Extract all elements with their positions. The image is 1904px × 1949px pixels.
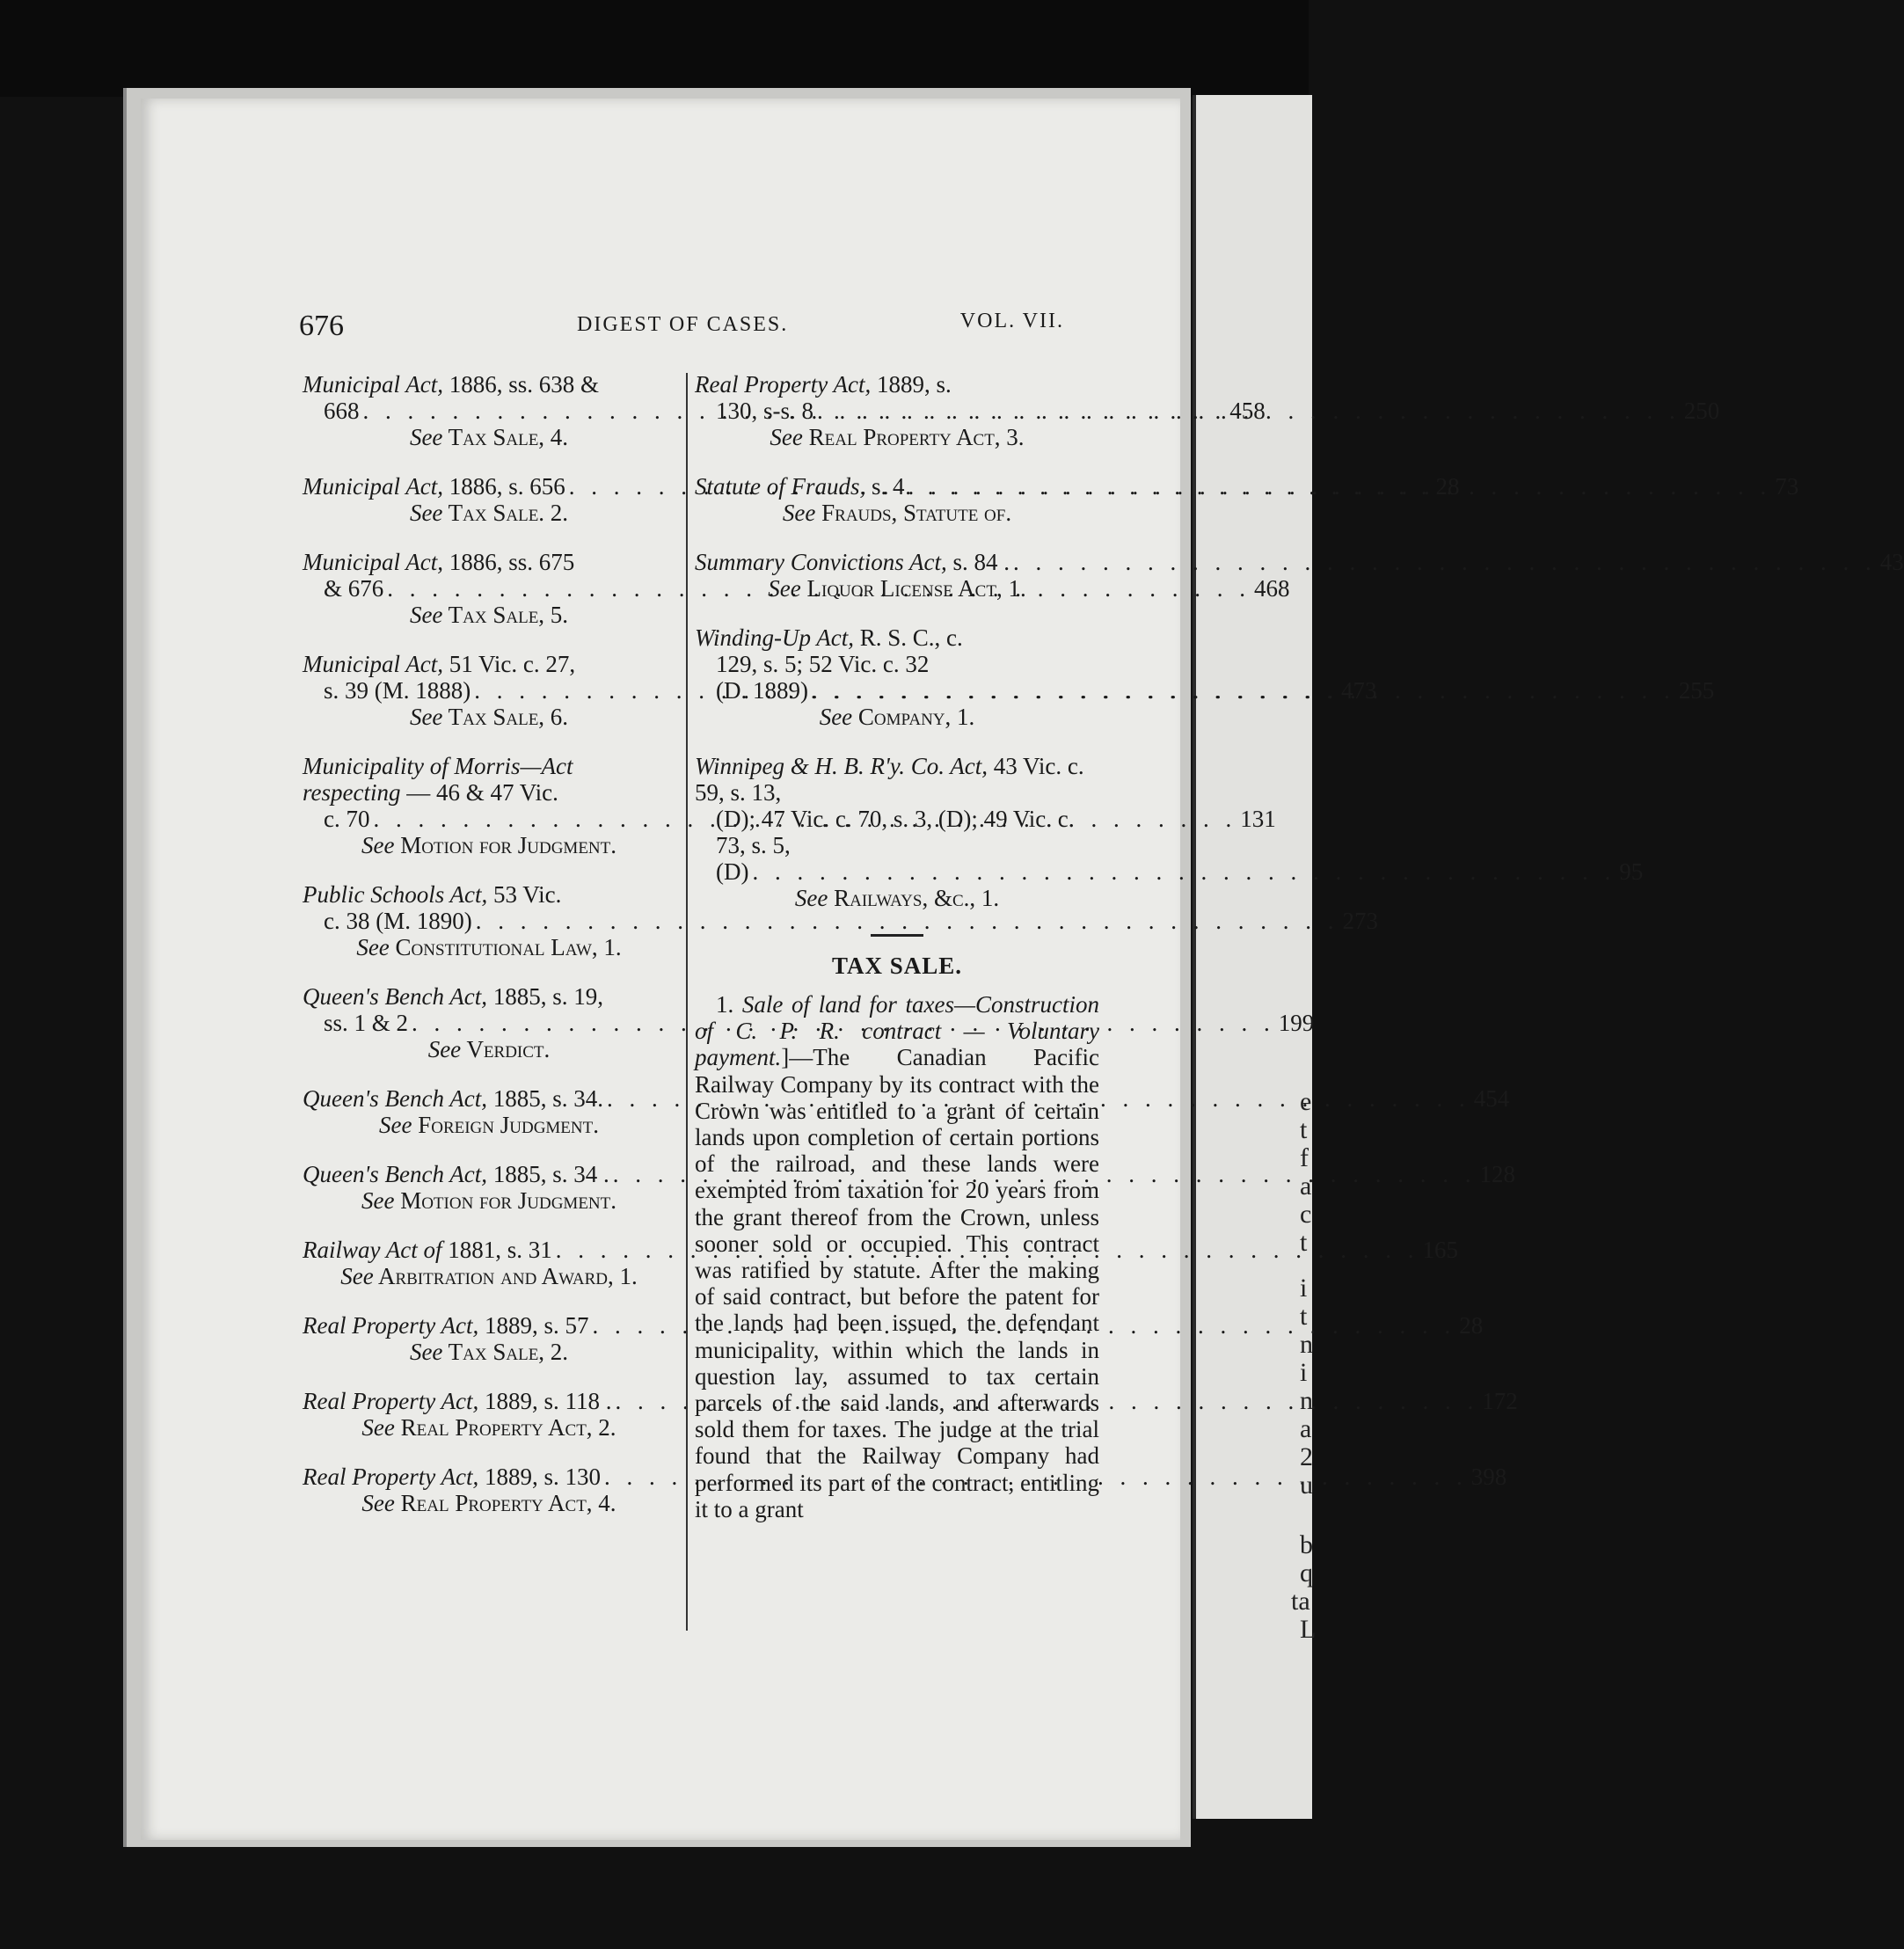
volume-label: VOL. VII. <box>959 310 1064 332</box>
act-title: Summary Convictions Act, <box>695 549 947 575</box>
act-citation-continued: 129, s. 5; 52 Vic. c. 32 <box>716 651 930 677</box>
entry-heading <box>303 1161 609 1187</box>
cross-reference <box>303 1414 675 1441</box>
page-reference: 458 <box>1229 398 1266 424</box>
see-label: See <box>378 1112 412 1138</box>
page-reference: 28 <box>1459 1312 1484 1339</box>
facing-page-letter: n <box>1300 1386 1313 1415</box>
entry-line <box>695 549 1904 575</box>
cross-reference <box>303 1263 675 1289</box>
cross-reference <box>303 1490 675 1516</box>
facing-page-letter: a <box>1300 1172 1312 1201</box>
page-reference: 131 <box>1240 806 1276 832</box>
page-number: 676 <box>299 310 344 342</box>
act-citation: 43 Vic. c. 59, s. 13, <box>695 753 1084 806</box>
cross-reference-target: Company, 1. <box>857 704 975 730</box>
facing-page-letter: t <box>1300 1228 1308 1257</box>
cross-reference <box>695 424 1099 450</box>
entry-heading <box>303 1085 603 1112</box>
leader-dots <box>813 398 1684 424</box>
entry-line <box>695 858 1644 885</box>
entry-line <box>303 908 1378 934</box>
cross-reference <box>303 704 675 730</box>
act-title: Municipal Act, <box>303 371 443 398</box>
see-label: See <box>361 832 395 858</box>
leader-dots <box>905 473 1776 500</box>
see-label: See <box>782 500 816 526</box>
cross-reference <box>303 424 675 450</box>
act-citation: 1889, s. <box>871 371 952 398</box>
see-label: See <box>356 934 390 960</box>
page-reference: 128 <box>1479 1161 1515 1187</box>
act-citation: 1885, s. 34 . <box>486 1161 609 1187</box>
cross-reference-target: Tax Sale, 6. <box>448 704 569 730</box>
facing-page-letter: L <box>1300 1615 1317 1644</box>
act-citation: 1881, s. 31 <box>441 1237 552 1263</box>
entry-heading <box>303 881 675 908</box>
entry-heading <box>695 624 1099 651</box>
see-label: See <box>361 1187 395 1214</box>
facing-page-letter: e <box>1300 1087 1312 1116</box>
see-label: See <box>409 1339 443 1365</box>
entry-heading <box>303 651 675 677</box>
entry-heading <box>695 473 905 500</box>
index-entry <box>303 1237 1458 1289</box>
entry-line <box>303 1464 1507 1490</box>
act-citation: 51 Vic. c. 27, <box>442 651 576 677</box>
entry-heading <box>303 371 675 398</box>
cross-reference-target: Verdict. <box>466 1036 551 1062</box>
act-title: Public Schools Act, <box>303 881 488 908</box>
act-title: Real Property Act, <box>303 1312 479 1339</box>
page-reference: 28 <box>1435 473 1460 500</box>
act-citation: 1889, s. 130 <box>478 1464 601 1490</box>
citation-lead: (D. 1889) <box>716 677 808 704</box>
see-label: See <box>770 424 803 450</box>
entry-heading <box>695 371 1099 398</box>
cross-reference-target: Motion for Judgment. <box>400 1187 617 1214</box>
see-label: See <box>409 500 443 526</box>
facing-page-letter: n <box>1300 1330 1313 1359</box>
see-label: See <box>361 1490 395 1516</box>
facing-page-letter: t <box>1300 1302 1308 1331</box>
facing-page-letter: a <box>1300 1414 1312 1443</box>
facing-page-letter: i <box>1300 1358 1308 1387</box>
cross-reference <box>695 575 1099 602</box>
cross-reference-target: Tax Sale, 5. <box>448 602 569 628</box>
entry-line <box>303 1010 1315 1036</box>
page-reference: 398 <box>1470 1464 1507 1490</box>
page-reference: 95 <box>1619 858 1644 885</box>
entry-heading <box>303 983 675 1010</box>
act-citation: 1886, ss. 638 & <box>442 371 600 398</box>
page-reference: 43 <box>1879 549 1904 575</box>
act-title: Municipal Act, <box>303 651 443 677</box>
page-reference: 172 <box>1482 1388 1518 1414</box>
page-reference: 454 <box>1473 1085 1510 1112</box>
entry-line <box>303 1237 1458 1263</box>
facing-page-letter: u <box>1300 1471 1313 1500</box>
entry-heading <box>303 549 675 575</box>
act-citation: 1886, ss. 675 <box>442 549 575 575</box>
cross-reference <box>303 1036 675 1062</box>
cross-reference <box>303 1112 675 1138</box>
page-reference: 250 <box>1683 398 1720 424</box>
see-label: See <box>794 885 828 911</box>
entry-heading <box>303 1237 552 1263</box>
entry-heading <box>303 753 675 806</box>
page-reference: 468 <box>1254 575 1290 602</box>
page-reference: 255 <box>1678 677 1715 704</box>
cross-reference-target: Real Property Act, 3. <box>808 424 1025 450</box>
section-heading: TAX SALE. <box>831 953 963 979</box>
cross-reference-target: Constitutional Law, 1. <box>395 934 622 960</box>
index-entry <box>303 1312 1484 1365</box>
act-title: Real Property Act, <box>695 371 872 398</box>
cross-reference <box>695 500 1099 526</box>
page-reference: 73 <box>1775 473 1799 500</box>
cross-reference-target: Real Property Act, 4. <box>400 1490 616 1516</box>
cross-reference-target: Foreign Judgment. <box>418 1112 599 1138</box>
facing-page-letter: c <box>1300 1200 1312 1229</box>
see-label: See <box>768 575 801 602</box>
cross-reference <box>303 602 675 628</box>
page-reference: 199 <box>1278 1010 1315 1036</box>
page-reference: 473 <box>1341 677 1377 704</box>
act-citation: 1889, s. 118 . <box>478 1388 612 1414</box>
facing-page-letter: q <box>1300 1558 1313 1588</box>
see-label: See <box>819 704 853 730</box>
facing-page-letter: i <box>1300 1274 1308 1303</box>
act-title: Statute of Frauds, <box>695 473 866 500</box>
act-title: Real Property Act, <box>303 1464 479 1490</box>
act-title: Municipality of Morris—Act respecting <box>303 753 573 806</box>
entry-heading <box>695 549 1010 575</box>
case-number: 1. <box>716 991 734 1018</box>
entry-line <box>303 1161 1515 1187</box>
citation-lead: c. 38 (M. 1890) <box>324 908 472 934</box>
see-label: See <box>409 424 443 450</box>
entry-heading <box>303 1464 601 1490</box>
cross-reference <box>303 500 675 526</box>
act-citation-continued: (D); 47 Vic. c. 70, s. 3, (D); 49 Vic. c. 73, s. 5, <box>716 806 1075 858</box>
citation-lead: (D) <box>716 858 749 885</box>
see-label: See <box>361 1414 395 1441</box>
act-citation: 53 Vic. <box>487 881 562 908</box>
cross-reference <box>303 832 675 858</box>
case-headnote: Sale of land for taxes—Construction of C. P. R. contract — Voluntary payment. <box>695 991 1099 1071</box>
facing-page-letter: f <box>1300 1143 1309 1172</box>
act-citation: s. 4 <box>865 473 905 500</box>
cross-reference-target: Arbitration and Award, 1. <box>377 1263 638 1289</box>
cross-reference <box>303 1339 675 1365</box>
act-title: Winnipeg & H. B. R'y. Co. Act, <box>695 753 988 779</box>
see-label: See <box>427 1036 462 1062</box>
citation-lead: c. 70 <box>324 806 370 832</box>
act-citation: s. 84 . <box>946 549 1010 575</box>
act-title: Queen's Bench Act, <box>303 1085 487 1112</box>
citation-lead: & 676 <box>324 575 384 602</box>
facing-page-letter: b <box>1300 1530 1313 1559</box>
cross-reference-target: Liquor License Act, 1. <box>806 575 1026 602</box>
act-citation: 1885, s. 19, <box>486 983 603 1010</box>
column-divider <box>686 373 688 1631</box>
see-label: See <box>340 1263 374 1289</box>
citation-lead: 130, s-s. 8 <box>716 398 814 424</box>
entry-line <box>303 1085 1510 1112</box>
cross-reference <box>695 704 1099 730</box>
facing-page-letter: t <box>1300 1115 1308 1144</box>
cross-reference-target: Railways, &c., 1. <box>834 885 1000 911</box>
act-title: Queen's Bench Act, <box>303 983 487 1010</box>
see-label: See <box>409 602 443 628</box>
entry-heading <box>303 473 565 500</box>
page-reference: 165 <box>1422 1237 1458 1263</box>
facing-page-letter: 2 <box>1300 1442 1313 1471</box>
act-title: Winding-Up Act, <box>695 624 854 651</box>
index-entry <box>303 1161 1515 1214</box>
case-paragraph <box>695 991 1099 1522</box>
citation-lead: 668 <box>324 398 360 424</box>
facing-page-letter: ta <box>1291 1587 1310 1616</box>
entry-heading <box>303 1312 588 1339</box>
entry-line <box>303 1388 1518 1414</box>
act-title: Municipal Act, <box>303 549 443 575</box>
case-body: ]—The Canadian Pacific Railway Company by its contract with the Crown was entitled to a grant of certain lands upon completion of certain portions of the railroad, and these lands were exempted from taxation for 20 years from the grant thereof from the Crown, unless sooner sold or occupied. This contract was ratified by statute. After the making of said contract, but before the patent for the lands had been issued, the defendant municipality, within which the lands in question lay, assumed to tax certain parcels of the said lands, and afterwards sold them for taxes. The judge at the trial found that the Railway Company had performed its part of the contract, entitling it to a grant <box>695 1044 1099 1522</box>
act-title: Municipal Act, <box>303 473 443 500</box>
act-citation: R. S. C., c. <box>853 624 963 651</box>
page-reference: 273 <box>1342 908 1378 934</box>
cross-reference-target: Motion for Judgment. <box>400 832 617 858</box>
act-citation: 1885, s. 34. <box>486 1085 603 1112</box>
cross-reference-target: Tax Sale, 2. <box>448 1339 569 1365</box>
cross-reference-target: Real Property Act, 2. <box>400 1414 616 1441</box>
index-entry <box>303 1085 1510 1138</box>
act-title: Queen's Bench Act, <box>303 1161 487 1187</box>
act-title: Real Property Act, <box>303 1388 479 1414</box>
act-title: Railway Act of <box>303 1237 442 1263</box>
entry-line <box>303 1312 1484 1339</box>
cross-reference <box>303 1187 675 1214</box>
entry-heading <box>695 753 1099 806</box>
cross-reference <box>695 885 1099 911</box>
cross-reference-target: Tax Sale. 2. <box>448 500 569 526</box>
leader-dots <box>748 858 1619 885</box>
index-entry <box>303 1464 1507 1516</box>
cross-reference <box>303 934 675 960</box>
act-citation: — 46 & 47 Vic. <box>400 779 558 806</box>
running-title: DIGEST OF CASES. <box>577 313 789 336</box>
cross-reference-target: Frauds, Statute of. <box>821 500 1012 526</box>
section-rule <box>871 934 923 937</box>
scan-background <box>0 0 1309 97</box>
index-entry <box>303 1388 1518 1441</box>
leader-dots <box>808 677 1679 704</box>
citation-lead: ss. 1 & 2 <box>324 1010 409 1036</box>
facing-page <box>1193 95 1312 1819</box>
see-label: See <box>409 704 443 730</box>
cross-reference-target: Tax Sale, 4. <box>448 424 569 450</box>
act-citation: 1889, s. 57 <box>478 1312 589 1339</box>
entry-heading <box>303 1388 611 1414</box>
act-citation: 1886, s. 656 <box>442 473 565 500</box>
citation-lead: s. 39 (M. 1888) <box>324 677 471 704</box>
page-header <box>299 310 1064 348</box>
leader-dots <box>1010 549 1880 575</box>
